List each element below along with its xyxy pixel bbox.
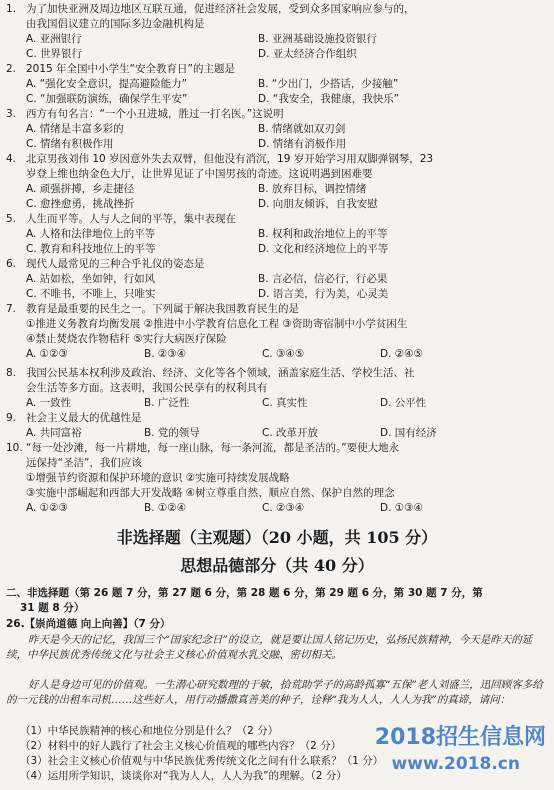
sub-question-1: （1）中华民族精神的核心和地位分别是什么？（2 分）: [20, 725, 279, 737]
question-26-title: 26.【崇尚道德 向上向善】（7 分）: [6, 618, 171, 630]
question-10-items-2: ③实施中部崛起和西部大开发战略 ④树立尊重自然、顺应自然、保护自然的理念: [26, 487, 395, 499]
option-b: B. 权利和政治地位上的平等: [258, 228, 388, 240]
option-c: C. ②③④: [262, 502, 305, 514]
question-1: 1. 为了加快亚洲及周边地区互联互通，促进经济社会发展，受到众多国家响应参与的，: [6, 3, 415, 15]
option-b: B. 放弃目标，调控情绪: [258, 183, 367, 195]
question-9: 9. 社会主义最大的优越性是: [6, 412, 142, 424]
question-8-stem-line2: 会生活等多方面。这表明，我国公民享有的权利具有: [26, 382, 268, 394]
question-8: 8. 我国公民基本权利涉及政治、经济、文化等各个领域，涵盖家庭生活、学校生活、社: [6, 367, 415, 379]
option-c: C. 教育和科技地位上的平等: [26, 243, 156, 255]
question-4: 4. 北京男孩刘伟 10 岁因意外失去双臂，但他没有消沉，19 岁开始学习用双脚弹钢琴，23: [6, 153, 434, 165]
option-b: B. 情绪就如双刃剑: [258, 123, 346, 135]
option-b: B. 党的领导: [144, 427, 200, 439]
option-d: D. 语言美，行为美，心灵美: [258, 288, 389, 300]
option-d: D. 公平性: [380, 397, 427, 409]
question-7-items-2: ④禁止焚烧农作物秸秆 ⑤实行大病医疗保险: [26, 333, 227, 345]
watermark-title: 2018招生信息网: [374, 725, 546, 750]
option-c: C. “加强联防演练，确保学生平安”: [26, 93, 188, 105]
option-b: B. ②③④: [144, 348, 187, 360]
option-a: A. ①②③: [26, 502, 68, 514]
part2-heading: 二、非选择题（第 26 题 7 分，第 27 题 6 分，第 28 题 6 分，第 29 题 6 分，第 30 题 7 分，第: [6, 587, 483, 599]
option-a: A. 共同富裕: [26, 427, 82, 439]
option-a: A. 人格和法律地位上的平等: [26, 228, 156, 240]
passage-paragraph-2: 好人是身边可见的价值观。一生潜心研究数理的于敏，拾荒助学子的高龄孤寡“五保”老人刘盛兰，迅回顾客多给的一元钱的出租车司机……这些好人，用行动播撒真善美的种子，诠释“我为人人，人人为我”的真谛，请问：: [6, 679, 543, 706]
option-a: A. 站如松，坐如钟，行如风: [26, 273, 156, 285]
passage-paragraph-1: 昨天是今天的记忆，我国三个“国家纪念日”的设立，就是要让国人铭记历史，弘扬民族精神，今天是昨天的延续，中华民族优秀传统文化与社会主义核心价值观水乳交融、密切相关。: [6, 634, 533, 661]
option-d: D. 国有经济: [380, 427, 437, 439]
option-d: D. ①③④: [380, 502, 423, 514]
option-a: A. 一致性: [26, 397, 72, 409]
option-c: C. 真实性: [262, 397, 308, 409]
part2-heading-line2: 31 题 8 分）: [20, 602, 85, 614]
question-5: 5. 人生而平等。人与人之间的平等，集中表现在: [6, 213, 236, 225]
option-d: D. “我安全，我健康，我快乐”: [258, 93, 400, 105]
question-10-items-1: ①增强节约资源和保护环境的意识 ②实施可持续发展战略: [26, 472, 290, 484]
section-title: 非选择题（主观题）（20 小题，共 105 分）: [116, 528, 438, 547]
option-d: D. 亚太经济合作组织: [258, 48, 357, 60]
option-d: D. 文化和经济地位上的平等: [258, 243, 389, 255]
option-b: B. 言必信，信必行，行必果: [258, 273, 388, 285]
question-7-items-1: ①推进义务教育均衡发展 ②推进中小学教育信息化工程 ③资助寄宿制中小学贫困生: [26, 318, 408, 330]
option-b: B. ①②④: [144, 502, 187, 514]
section-subtitle: 思想品德部分（共 40 分）: [180, 556, 374, 575]
option-b: B. “少出门，少搭话，少接触”: [258, 78, 399, 90]
question-6: 6. 现代人最常见的三种合乎礼仪的姿态是: [6, 258, 205, 270]
option-d: D. 情绪有消极作用: [258, 138, 347, 150]
option-a: A. 亚洲银行: [26, 33, 82, 45]
question-4-stem-line2: 岁登上维也纳金色大厅，让世界见证了中国男孩的奇迹。这说明遇到困难要: [26, 168, 373, 180]
option-b: B. 广泛性: [144, 397, 190, 409]
question-7: 7. 教育是最重要的民生之一。下列属于解决我国教育民生的是: [6, 303, 299, 315]
question-10-stem-line2: 远保持“圣洁”，我们应该: [26, 457, 142, 469]
option-a: A. ①②③: [26, 348, 68, 360]
watermark-url: www.2018.cn: [391, 754, 520, 774]
question-2: 2. 2015 年全国中小学生“安全教育日”的主题是: [6, 63, 235, 75]
sub-question-3: （3）社会主义核心价值观与中华民族优秀传统文化之间有什么联系？（1 分）: [20, 755, 384, 767]
option-d: D. 向朋友倾诉，自我安慰: [258, 198, 378, 210]
option-b: B. 亚洲基础设施投资银行: [258, 33, 377, 45]
option-c: C. 世界银行: [26, 48, 83, 60]
sub-question-2: （2）材料中的好人践行了社会主义核心价值观的哪些内容？（2 分）: [20, 740, 342, 752]
option-d: D. ②④⑤: [380, 348, 423, 360]
option-c: C. 情绪有积极作用: [26, 138, 114, 150]
sub-question-4: （4）运用所学知识，谈谈你对“我为人人，人人为我”的理解。（2 分）: [20, 770, 347, 782]
option-c: C. ③④⑤: [262, 348, 305, 360]
option-c: C. 不唯书，不唯上，只唯实: [26, 288, 156, 300]
option-c: C. 改革开放: [262, 427, 319, 439]
option-a: A. 情绪是丰富多彩的: [26, 123, 124, 135]
option-a: A. 顽强拼搏，乡走捷径: [26, 183, 135, 195]
option-a: A. “强化安全意识，提高避险能力”: [26, 78, 188, 90]
question-10: 10. “每一处沙滩，每一片耕地，每一座山脉，每一条河流，都是圣洁的。”要使大地永: [6, 442, 400, 454]
question-1-stem-line2: 由我国倡议建立的国际多边金融机构是: [26, 18, 205, 30]
question-3: 3. 西方有句名言：“一个小丑进城，胜过一打名医。”这说明: [6, 108, 284, 120]
option-c: C. 愈挫愈勇，挑战挫折: [26, 198, 135, 210]
